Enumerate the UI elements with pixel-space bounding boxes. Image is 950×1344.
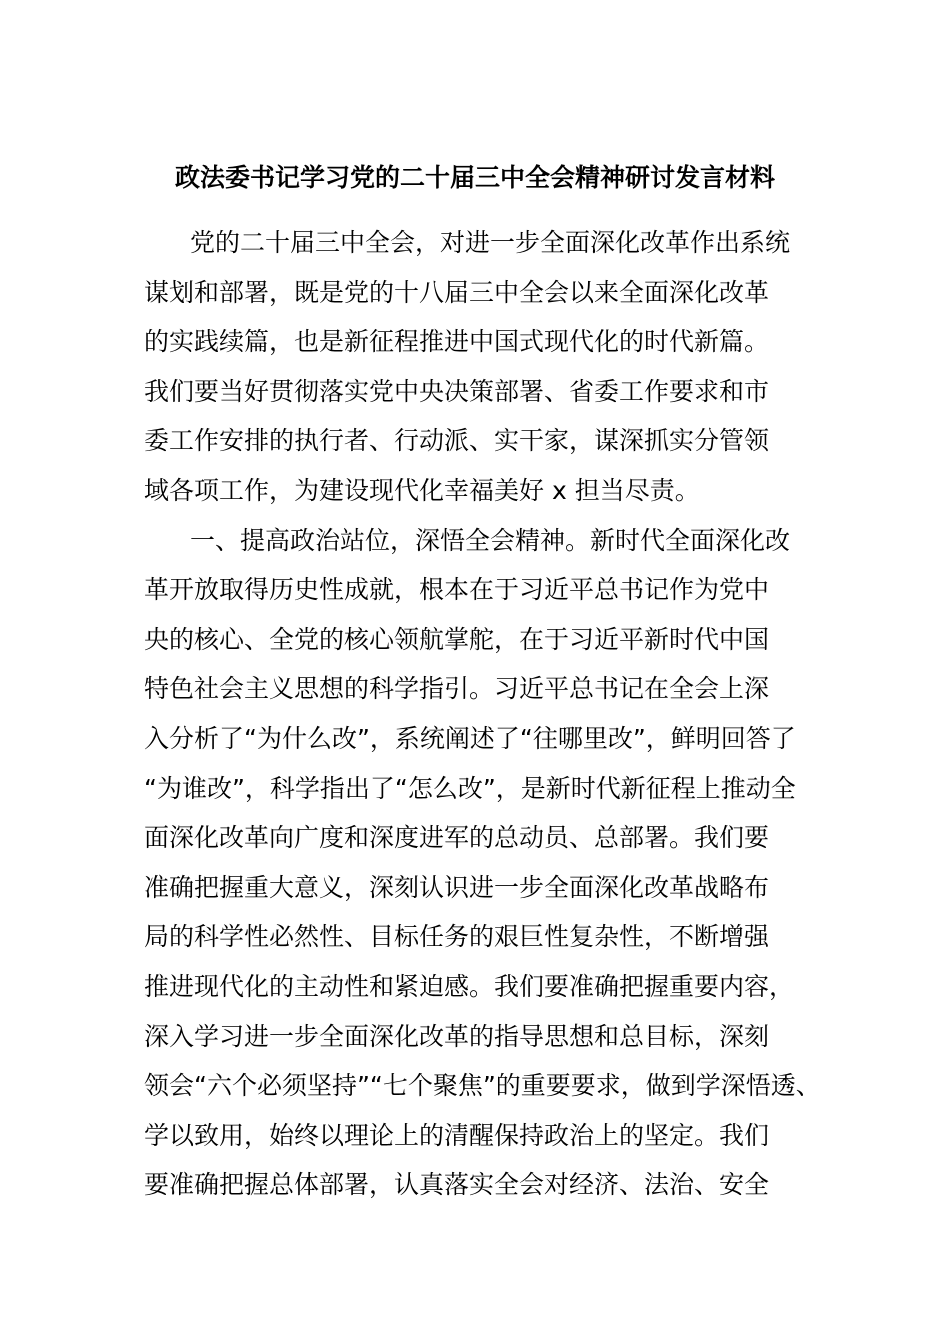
paragraph-line: 特色社会主义思想的科学指引。习近平总书记在全会上深 — [144, 674, 770, 704]
paragraph-line: 域各项工作，为建设现代化幸福美好 x 担当尽责。 — [144, 475, 700, 505]
paragraph-line: 领会“六个必须坚持”“七个聚焦”的重要要求，做到学深悟透、 — [144, 1071, 821, 1101]
paragraph-line: 央的核心、全党的核心领航掌舵，在于习近平新时代中国 — [144, 624, 770, 654]
paragraph-line: 推进现代化的主动性和紧迫感。我们要准确把握重要内容， — [144, 971, 795, 1001]
paragraph-line: 面深化改革向广度和深度进军的总动员、总部署。我们要 — [144, 823, 770, 853]
paragraph-line: 入分析了“为什么改”，系统阐述了“往哪里改”，鲜明回答了 — [144, 723, 796, 753]
paragraph-line: 深入学习进一步全面深化改革的指导思想和总目标，深刻 — [144, 1021, 770, 1051]
document-body — [144, 218, 821, 1210]
paragraph-line: 要准确把握总体部署，认真落实全会对经济、法治、安全 — [144, 1170, 770, 1200]
paragraph-line: 一、提高政治站位，深悟全会精神。新时代全面深化改 — [190, 525, 791, 555]
paragraph-line: 准确把握重大意义，深刻认识进一步全面深化改革战略布 — [144, 872, 770, 902]
paragraph-line: 我们要当好贯彻落实党中央决策部署、省委工作要求和市 — [144, 376, 770, 406]
paragraph-line: 局的科学性必然性、目标任务的艰巨性复杂性，不断增强 — [144, 922, 770, 952]
paragraph-line: 党的二十届三中全会，对进一步全面深化改革作出系统 — [190, 228, 791, 257]
paragraph-line: 革开放取得历史性成就，根本在于习近平总书记作为党中 — [144, 575, 770, 605]
document-title: 政法委书记学习党的二十届三中全会精神研讨发言材料 — [174, 163, 775, 192]
paragraph-line: 的实践续篇，也是新征程推进中国式现代化的时代新篇。 — [144, 327, 770, 357]
paragraph-line: 委工作安排的执行者、行动派、实干家，谋深抓实分管领 — [144, 426, 770, 456]
paragraph-line: 学以致用，始终以理论上的清醒保持政治上的坚定。我们 — [144, 1120, 770, 1150]
paragraph-line: “为谁改”，科学指出了“怎么改”，是新时代新征程上推动全 — [144, 773, 796, 803]
paragraph-line: 谋划和部署，既是党的十八届三中全会以来全面深化改革 — [144, 277, 770, 307]
